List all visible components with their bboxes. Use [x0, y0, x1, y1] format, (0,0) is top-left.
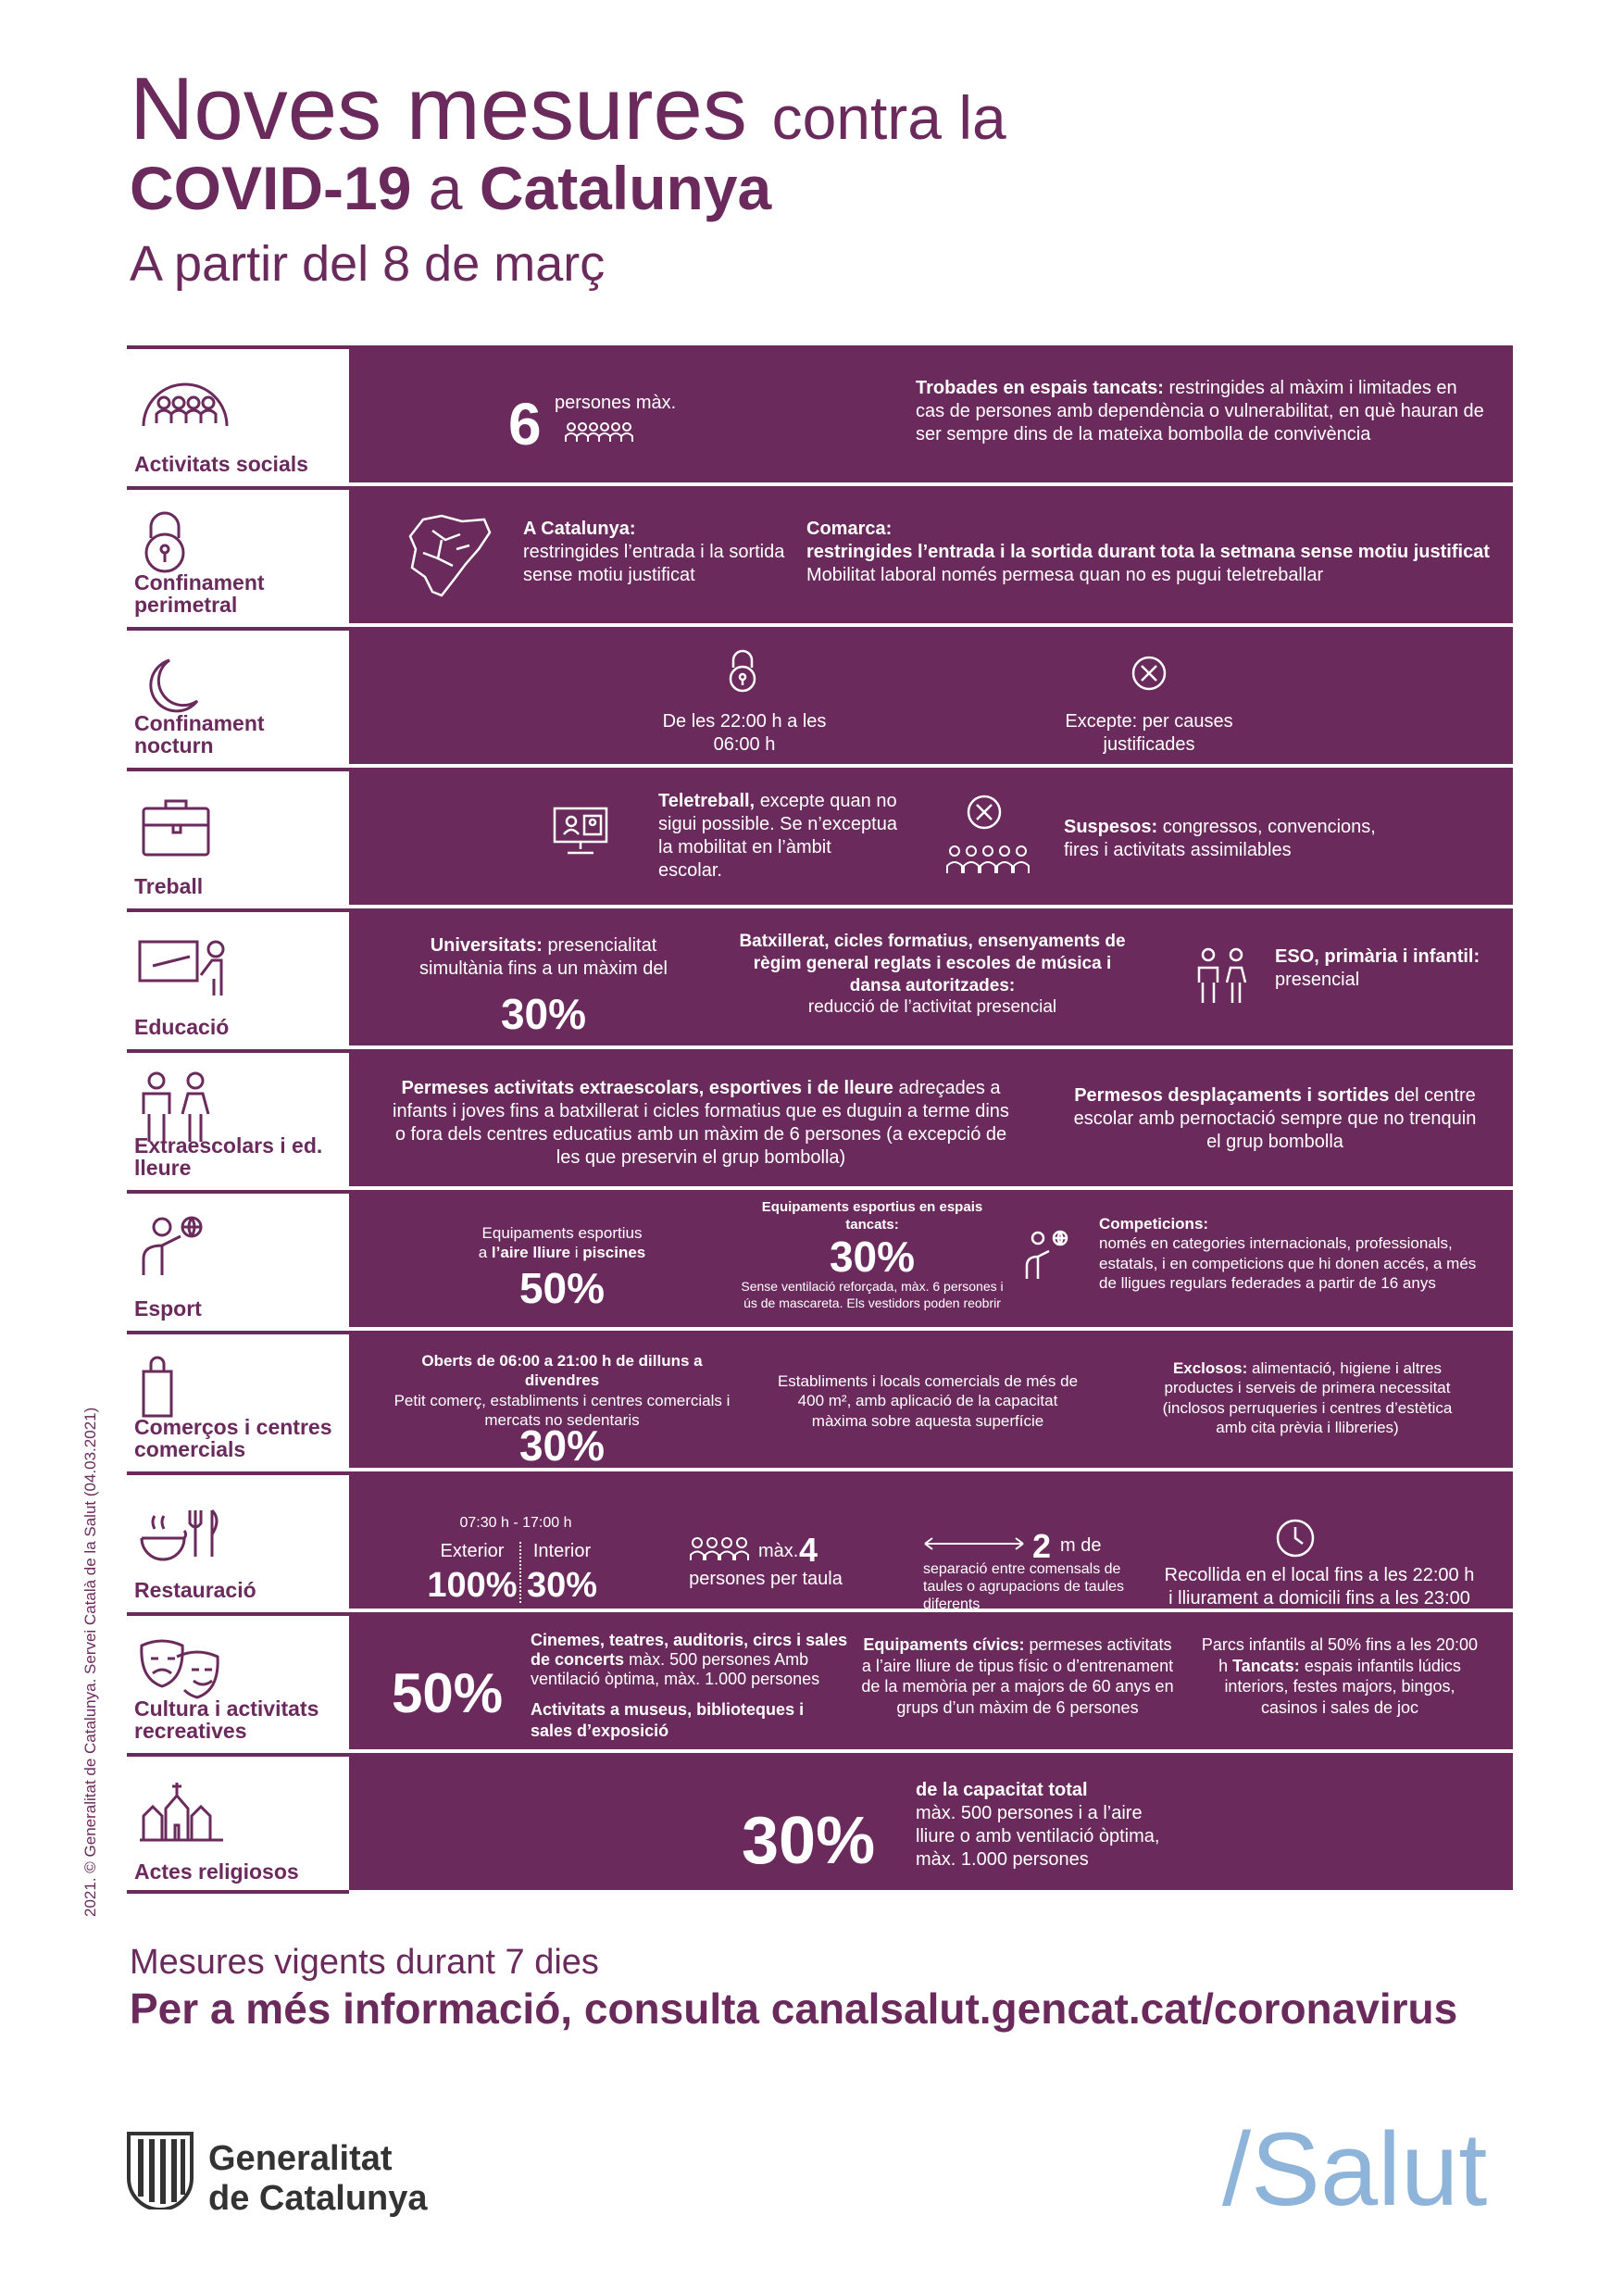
row-esport	[127, 1190, 1513, 1327]
row-treball	[127, 768, 1513, 905]
esport-interior-percent: 30%	[829, 1233, 916, 1281]
small-people-icon	[564, 421, 638, 444]
padlock-icon	[134, 507, 236, 581]
generalitat-line1: Generalitat	[208, 2139, 393, 2178]
children-icon	[1193, 945, 1253, 1005]
social-text: Trobades en espais tancats: restringides al màxim i limitades en cas de persones amb dependència o vulnerabilitat, en què hauran de ser sempre dins de la mateixa bombolla de convivència	[916, 378, 1484, 444]
row-label: Cultura i activitats recreatives	[134, 1696, 319, 1743]
cutlery-icon	[134, 1492, 236, 1566]
row-cultura	[127, 1612, 1513, 1749]
cinemes-text: Cinemes, teatres, auditoris, circs i sales de concerts màx. 500 persones Amb ventilació òptima, màx. 1.000 persones	[531, 1631, 848, 1689]
comercos-hours-text: Oberts de 06:00 a 21:00 h de dilluns a divendres Petit comerç, establiments i centres comercials i mercats no sedentaris	[394, 1352, 731, 1429]
info-link-text[interactable]: Per a més informació, consulta canalsalut.gencat.cat/coronavirus	[130, 1984, 1458, 2033]
religiosos-text: de la capacitat total màx. 500 persones i a l’aire lliure o amb ventilació òptima, màx. 1.000 persones	[916, 1780, 1160, 1870]
suspesos-text: Suspesos: congressos, convencions, fires i activitats assimilables	[1064, 817, 1376, 860]
teletreball-text: Teletreball, excepte quan no sigui possible. Se n’exceptua la mobilitat en l’àmbit escolar.	[658, 791, 897, 881]
interior-label: Interior	[532, 1541, 592, 1561]
max-people-label: persones màx.	[555, 393, 677, 413]
people-group-icon	[134, 366, 236, 440]
shopping-bag-icon	[134, 1351, 236, 1425]
teacher-board-icon	[134, 929, 236, 1003]
pickup-text: Recollida en el local fins a les 22:00 h i lliurament a domicili fins a les 23:00	[1164, 1565, 1475, 1609]
max-label: màx.	[758, 1541, 799, 1561]
ball-player-icon	[134, 1210, 236, 1284]
cross-circle-icon	[1131, 655, 1168, 692]
distance-text: separació entre comensals de taules o agrupacions de taules diferents	[923, 1561, 1125, 1613]
row-label: Restauració	[134, 1577, 256, 1602]
cultura-percent: 50%	[392, 1662, 504, 1724]
interior-percent: 30%	[526, 1566, 598, 1605]
parcs-text: Parcs infantils al 50% fins a les 20:00 h Tancats: espais infantils lúdics interiors, festes majors, bingos, casinos i sales de joc	[1201, 1635, 1479, 1717]
credit-text: 2021. © Generalitat de Catalunya. Servei Català de la Salut (04.03.2021)	[81, 1407, 99, 1917]
esport-interior-text: Sense ventilació reforçada, màx. 6 persones i ús de mascareta. Els vestidors poden reobrir	[741, 1279, 1004, 1310]
row-label: Esport	[134, 1296, 202, 1321]
arrow-both-icon	[923, 1536, 1025, 1551]
moon-icon	[134, 647, 236, 721]
row-label: Comerços i centres comercials	[134, 1414, 332, 1461]
title-date: A partir del 8 de març	[130, 236, 606, 292]
title-covid: COVID-19	[130, 154, 412, 222]
clock-icon	[1275, 1518, 1316, 1559]
esport-exterior-text: Equipaments esportius a l’aire lliure i piscines	[478, 1224, 646, 1262]
ball-player-icon	[1023, 1227, 1079, 1283]
comercos-large-shops: Establiments i locals comercials de més de 400 m², amb aplicació de la capacitat màxima sobre aquesta superfície	[777, 1372, 1079, 1430]
generalitat-line2: de Catalunya	[208, 2178, 428, 2218]
salut-logo: /Salut	[1222, 2111, 1488, 2227]
title-catalunya: Catalunya	[479, 154, 772, 222]
exterior-label: Exterior	[440, 1541, 505, 1561]
row-label: Treball	[134, 873, 204, 898]
crowd-icon	[945, 844, 1034, 875]
universitats-text: Universitats: presencialitat simultània fins a un màxim del	[419, 935, 668, 979]
comercos-exclosos: Exclosos: alimentació, higiene i altres productes i serveis de primera necessitat (inclosos perruqueries i centres d’estètica amb cita prèvia i llibreries)	[1162, 1359, 1453, 1436]
header-title	[130, 59, 1006, 292]
desplacaments-text: Permesos desplaçaments i sortides del centre escolar amb pernoctació sempre que no trenquin el grup bombolla	[1073, 1085, 1477, 1152]
religiosos-percent: 30%	[742, 1804, 876, 1878]
divider	[519, 1542, 521, 1603]
catalonia-map-icon	[405, 512, 493, 601]
row-extraescolars	[127, 1049, 1513, 1186]
universitats-percent: 30%	[500, 990, 587, 1038]
batxillerat-text: Batxillerat, cicles formatius, ensenyaments de règim general reglats i escoles de música i dansa autoritzades: reducció de l’activitat presencial	[739, 932, 1126, 1018]
row-label: Educació	[134, 1014, 230, 1039]
title-a: a	[428, 154, 463, 222]
nocturn-except: Excepte: per causes justificades	[1065, 711, 1233, 755]
church-icon	[134, 1773, 236, 1847]
row-actes-religiosos	[127, 1753, 1513, 1890]
briefcase-icon	[134, 788, 236, 862]
distance-number: 2	[1032, 1527, 1052, 1565]
title-line1-big: Noves mesures	[130, 59, 747, 158]
row-confinament-perimetral	[127, 486, 1513, 623]
title-line1-small: contra la	[771, 83, 1006, 152]
generalitat-emblem-icon	[125, 2130, 195, 2210]
extraescolars-text: Permeses activitats extraescolars, esportives i de lleure adreçades a infants i joves fins a batxillerat i cicles formatius que es duguin a terme dins o fora dels centres educatius amb un màxim de 6 persones (a excepció de les que preservin el grup bombolla)	[393, 1078, 1009, 1168]
theater-masks-icon	[134, 1633, 236, 1707]
row-label: Confinament perimetral	[134, 570, 265, 617]
eso-text: ESO, primària i infantil: presencial	[1275, 946, 1480, 990]
row-label: Extraescolars i ed. lleure	[134, 1133, 323, 1180]
row-restauracio	[127, 1471, 1513, 1613]
cross-circle-icon	[966, 794, 1003, 831]
row-comercos	[127, 1331, 1513, 1468]
museus-text: Activitats a museus, biblioteques i sales d’exposició	[531, 1700, 805, 1740]
esport-exterior-percent: 50%	[518, 1264, 606, 1312]
generalitat-logo	[125, 2130, 428, 2218]
video-call-icon	[551, 805, 610, 857]
padlock-icon	[726, 649, 759, 694]
row-label: Activitats socials	[134, 451, 308, 476]
catalunya-text: A Catalunya: restringides l’entrada i la sortida sense motiu justificat	[523, 519, 785, 585]
per-table-text: persones per taula	[689, 1569, 843, 1589]
small-people-icon	[690, 1536, 755, 1562]
row-educacio	[127, 908, 1513, 1045]
restauracio-hours: 07:30 h - 17:00 h	[459, 1515, 572, 1531]
row-label: Confinament nocturn	[134, 710, 265, 757]
civics-text: Equipaments cívics: permeses activitats a l’aire lliure de tipus físic o d’entrenament de la memòria per a majors de 60 anys en grups d’un màxim de 6 persones	[861, 1635, 1174, 1717]
competicions-text: Competicions: només en categories internacionals, professionals, estatals, i en competicions que hi donen accés, a més de lligues regulars federades a partir de 16 anys	[1099, 1215, 1477, 1292]
distance-unit: m de	[1060, 1535, 1102, 1556]
nocturn-hours: De les 22:00 h a les 06:00 h	[662, 711, 827, 755]
comarca-text: Comarca: restringides l’entrada i la sortida durant tota la setmana sense motiu justificat Mobilitat laboral només permesa quan no es pugui teletreballar	[806, 519, 1490, 585]
children-icon	[134, 1070, 236, 1144]
row-confinament-nocturn	[127, 627, 1513, 764]
max-people-number: 4	[799, 1531, 818, 1569]
comercos-percent: 30%	[518, 1421, 606, 1470]
vigencia-text: Mesures vigents durant 7 dies	[130, 1943, 599, 1982]
esport-interior-title: Equipaments esportius en espais tancats:	[761, 1199, 983, 1233]
exterior-percent: 100%	[427, 1566, 518, 1605]
row-label: Actes religiosos	[134, 1859, 299, 1884]
max-people-number: 6	[508, 391, 542, 457]
row-activitats-socials	[127, 345, 1513, 482]
